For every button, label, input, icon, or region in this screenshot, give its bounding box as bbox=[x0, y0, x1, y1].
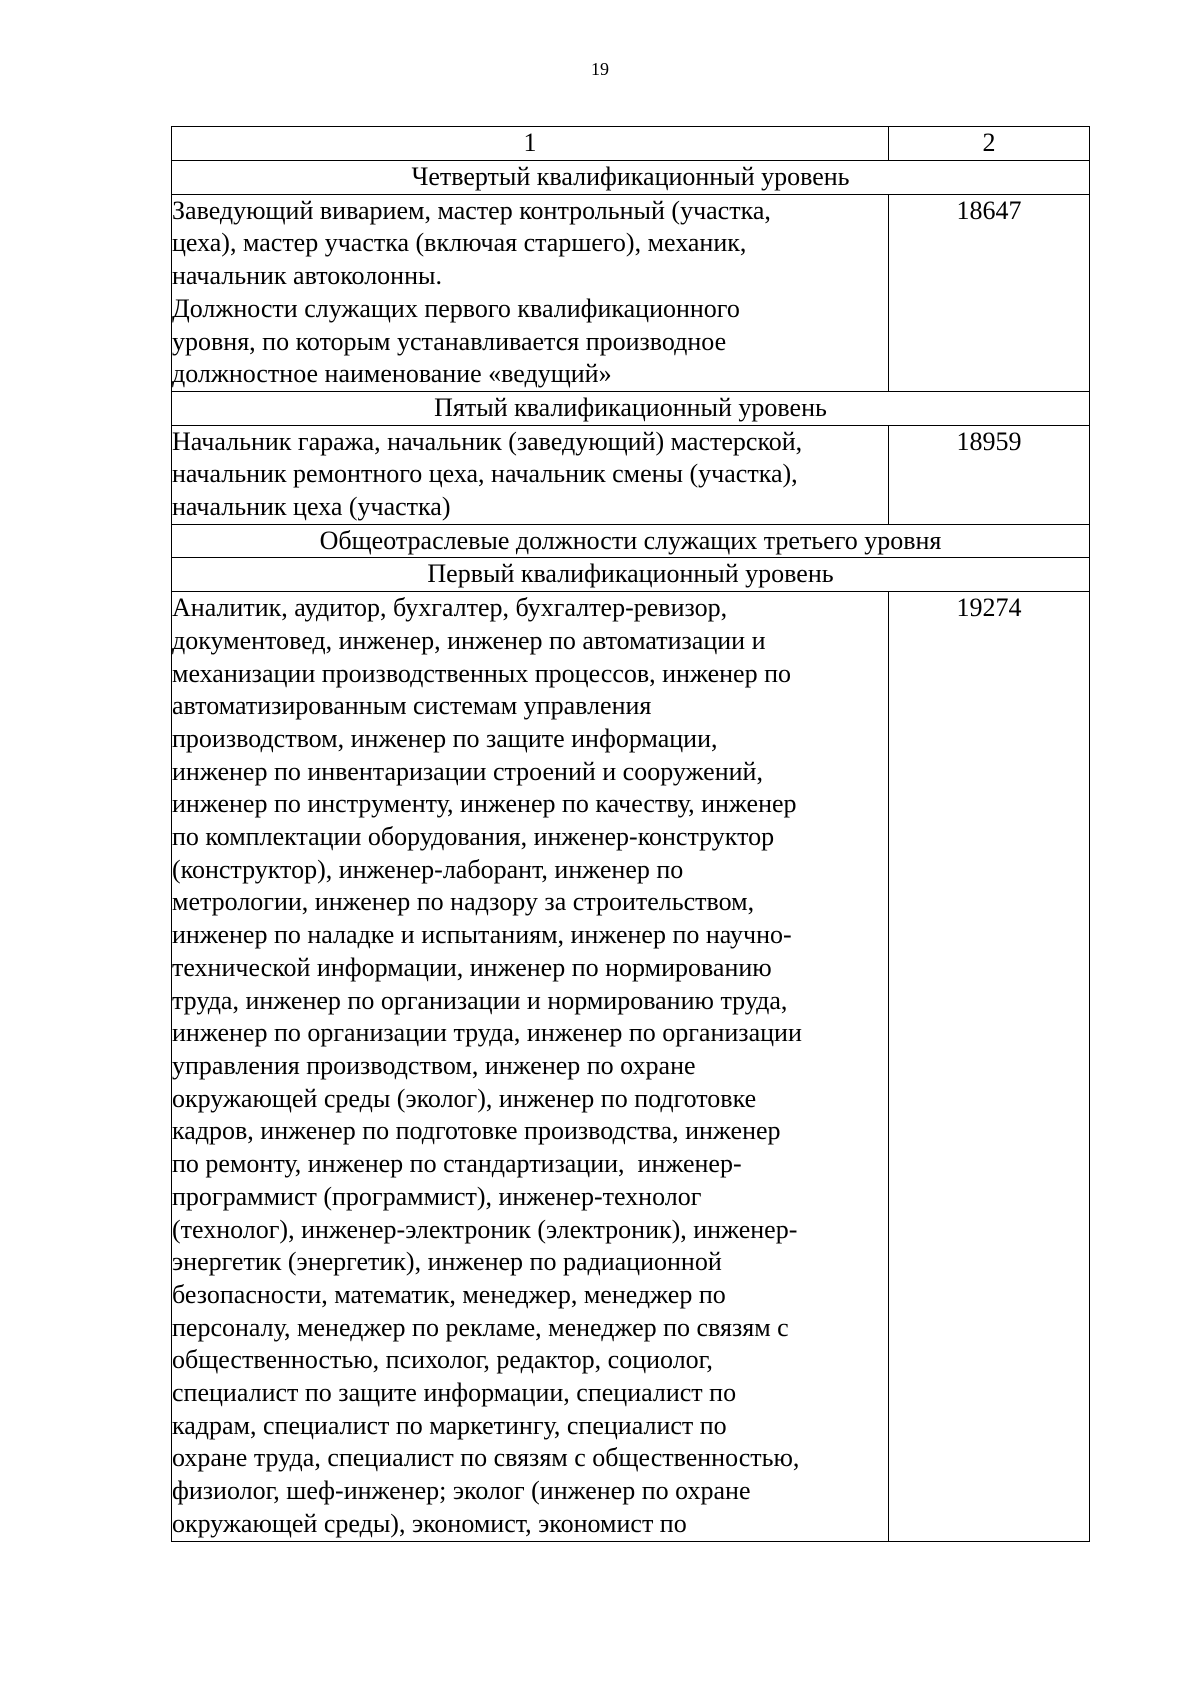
table-row bbox=[172, 194, 1090, 391]
section-header-row bbox=[172, 161, 1090, 195]
position-text-line: начальник автоколонны. bbox=[172, 261, 442, 291]
position-text-line: начальник цеха (участка) bbox=[172, 492, 451, 522]
section-header-row bbox=[172, 524, 1090, 558]
column-header-1: 1 bbox=[172, 127, 889, 161]
position-text-line: цеха), мастер участка (включая старшего), механик, bbox=[172, 228, 747, 258]
table-row bbox=[172, 425, 1090, 524]
position-text-line: автоматизированным системам управления bbox=[172, 691, 652, 721]
position-text-line: документовед, инженер, инженер по автоматизации и bbox=[172, 625, 766, 655]
section-title: Пятый квалификационный уровень bbox=[172, 391, 1090, 425]
position-text-line: общественностью, психолог, редактор, социолог, bbox=[172, 1345, 713, 1375]
position-text-line: кадров, инженер по подготовке производства, инженер bbox=[172, 1116, 781, 1146]
position-text-line: уровня, по которым устанавливается производное bbox=[172, 326, 727, 356]
section-header-row bbox=[172, 558, 1090, 592]
position-text-line: механизации производственных процессов, инженер по bbox=[172, 658, 791, 688]
position-text-line: инженер по организации труда, инженер по организации bbox=[172, 1018, 802, 1048]
position-text-line: производством, инженер по защите информации, bbox=[172, 723, 718, 753]
position-text-line: кадрам, специалист по маркетингу, специалист по bbox=[172, 1410, 727, 1440]
position-list-cell bbox=[172, 194, 889, 391]
position-list-cell bbox=[172, 425, 889, 524]
position-text-line: программист (программист), инженер-технолог bbox=[172, 1181, 702, 1211]
position-text-line: по комплектации оборудования, инженер-конструктор bbox=[172, 822, 775, 852]
position-text-line: труда, инженер по организации и нормированию труда, bbox=[172, 985, 788, 1015]
salary-value-cell: 18647 bbox=[889, 194, 1090, 391]
position-text-line: управления производством, инженер по охране bbox=[172, 1050, 696, 1080]
position-text-line: инженер по наладке и испытаниям, инженер по научно- bbox=[172, 920, 792, 950]
section-header-row bbox=[172, 391, 1090, 425]
position-text-line: окружающей среды (эколог), инженер по подготовке bbox=[172, 1083, 757, 1113]
position-text-line: начальник ремонтного цеха, начальник смены (участка), bbox=[172, 459, 798, 489]
section-title: Первый квалификационный уровень bbox=[172, 558, 1090, 592]
position-text-line: персоналу, менеджер по рекламе, менеджер по связям с bbox=[172, 1312, 789, 1342]
table-header-row bbox=[172, 127, 1090, 161]
position-text-line: инженер по инвентаризации строений и сооружений, bbox=[172, 756, 763, 786]
section-title: Общеотраслевые должности служащих третьего уровня bbox=[172, 524, 1090, 558]
position-text-line: безопасности, математик, менеджер, менеджер по bbox=[172, 1279, 726, 1309]
position-text-line: Аналитик, аудитор, бухгалтер, бухгалтер-ревизор, bbox=[172, 593, 728, 623]
position-text-line: окружающей среды), экономист, экономист по bbox=[172, 1508, 687, 1538]
salary-table bbox=[171, 126, 1090, 1542]
page-number: 19 bbox=[591, 59, 609, 79]
position-text-line: (технолог), инженер-электроник (электроник), инженер- bbox=[172, 1214, 798, 1244]
position-text-line: охране труда, специалист по связям с общественностью, bbox=[172, 1443, 800, 1473]
salary-value-cell: 18959 bbox=[889, 425, 1090, 524]
position-text-line: энергетик (энергетик), инженер по радиационной bbox=[172, 1247, 722, 1277]
section-title: Четвертый квалификационный уровень bbox=[172, 161, 1090, 195]
salary-value-cell: 19274 bbox=[889, 592, 1090, 1541]
column-header-2: 2 bbox=[889, 127, 1090, 161]
position-text-line: метрологии, инженер по надзору за строительством, bbox=[172, 887, 755, 917]
position-text-line: инженер по инструменту, инженер по качеству, инженер bbox=[172, 789, 797, 819]
position-text-line: Должности служащих первого квалификационного bbox=[172, 293, 740, 323]
position-text-line: физиолог, шеф-инженер; эколог (инженер по охране bbox=[172, 1476, 751, 1506]
table-row bbox=[172, 592, 1090, 1541]
position-text-line: (конструктор), инженер-лаборант, инженер по bbox=[172, 854, 684, 884]
position-text-line: Заведующий виварием, мастер контрольный (участка, bbox=[172, 195, 771, 225]
position-text-line: должностное наименование «ведущий» bbox=[172, 359, 612, 389]
position-text-line: технической информации, инженер по нормированию bbox=[172, 952, 772, 982]
position-text-line: Начальник гаража, начальник (заведующий) мастерской, bbox=[172, 426, 803, 456]
position-text-line: специалист по защите информации, специалист по bbox=[172, 1378, 737, 1408]
position-list-cell bbox=[172, 592, 889, 1541]
position-text-line: по ремонту, инженер по стандартизации, инженер- bbox=[172, 1149, 742, 1179]
